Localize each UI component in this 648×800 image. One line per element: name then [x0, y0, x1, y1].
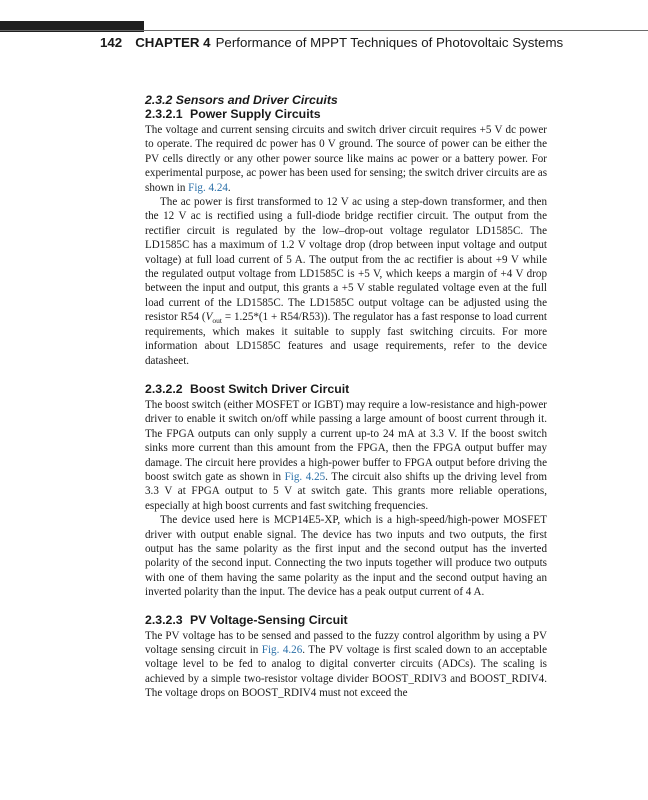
paragraph-power-supply-2: The ac power is first transformed to 12 V ac using a step-down transformer, and then the 12 V ac is rectified using a full-diode bridge rectifier circuit. The output from the rectifier circuit is regulated by the low–drop-out voltage regulator LD1585C. The LD1585C has a maximum of 1.2 V voltage drop (drop between input voltage and output voltage) at full load current of 5 A. The output from the ac rectifier is about +9 V while the regulated output voltage from LD1585C is +5 V, which keeps a margin of +4 V drop between the input and output, this grants a +5 V stable regulated voltage even at the full load current of the LD1585C. The LD1585C output voltage can be adjusted using the resistor R54 $(V_{out} = 1.25*(1 + R54/R53))$. The regulator has a fast response to load current requirements, which makes it suitable to supply fast switching circuits. For more information about LD1585C features and usage requirements, refer to the device datasheet.: [145, 196, 547, 367]
chapter-title: Performance of MPPT Techniques of Photovoltaic Systems: [215, 35, 564, 50]
paragraph-boost-driver-1: The boost switch (either MOSFET or IGBT) may require a low-resistance and high-power driver to enable it switch on/off while passing a large amount of boost current through it. The FPGA outputs can only supply a current up-to 24 mA at 3.3 V. If the boost switch sinks more current than this amount from the FPGA, then the FPGA output buffer may damage. The circuit here provides a high-power buffer to FPGA output before driving the boost switch gate as shown in Fig. 4.25. The circuit also shifts up the driving level from 3.3 V at FPGA output to 5 V at switch gate. This grants more reliable operations, especially at high boost currents and fast switching frequencies.: [145, 398, 547, 512]
subsection-number: 2.3.2.2: [145, 381, 183, 396]
subsection-number: 2.3.2.1: [145, 107, 183, 121]
header-rule: [0, 30, 648, 31]
running-header: [100, 35, 620, 50]
subsection-title: PV Voltage-Sensing Circuit: [190, 612, 348, 627]
subsection-title: Boost Switch Driver Circuit: [190, 381, 350, 396]
section-number: 2.3.2: [145, 93, 173, 107]
section-heading: [145, 93, 547, 107]
chapter-label: CHAPTER 4: [135, 35, 211, 50]
subsection-heading-boost-driver: [145, 382, 547, 396]
figure-link-4-26[interactable]: Fig. 4.26: [261, 644, 303, 656]
paragraph-power-supply-1: The voltage and current sensing circuits and switch driver circuit requires +5 V dc power to operate. The required dc power has 0 V ground. The source of power can be either the PV cells directly or any other power source like mains ac power or a battery power. For experimental purpose, ac power has been used for sensing; the switch driver circuits are as shown in Fig. 4.24.: [145, 124, 548, 194]
paragraph-pv-sensing-1: The PV voltage has to be sensed and passed to the fuzzy control algorithm by using a PV voltage sensing circuit in Fig. 4.26. The PV voltage is first scaled down to an acceptable voltage level to be fed to analog to digital converter circuits (ADCs). The scaling is achieved by a simple two-resistor voltage divider BOOST_RDIV3 and BOOST_RDIV4. The voltage drops on BOOST_RDIV4 must not exceed the: [145, 629, 547, 700]
paragraph-boost-driver-2: The device used here is MCP14E5-XP, which is a high-speed/high-power MOSFET driver with output enable signal. The device has two inputs and two outputs, the first output has the same polarity as the first input and the second output has the inverted polarity of the second input. Connecting the two inputs together will produce two outputs with one of them having the same polarity as the input and the second output having an inverted polarity than the input. The device has a peak output current of 4 A.: [145, 514, 547, 599]
page-number: 142: [100, 35, 123, 50]
figure-link-4-25[interactable]: Fig. 4.25: [284, 470, 326, 483]
section-title: Sensors and Driver Circuits: [175, 93, 338, 107]
subsection-title: Power Supply Circuits: [190, 107, 321, 121]
figure-link-4-24[interactable]: Fig. 4.24: [188, 181, 228, 194]
subsection-number: 2.3.2.3: [145, 612, 183, 627]
page-body: [145, 93, 547, 701]
subsection-heading-power-supply: [145, 107, 547, 121]
subsection-heading-pv-sensing: [145, 613, 547, 627]
